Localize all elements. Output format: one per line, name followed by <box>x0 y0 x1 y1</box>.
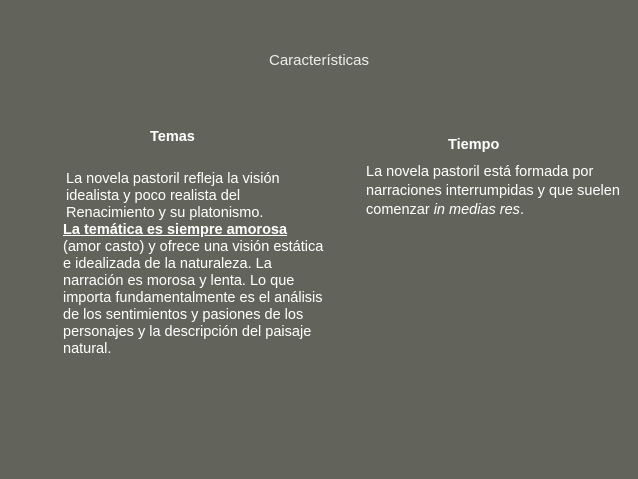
column-heading-tiempo: Tiempo <box>448 137 500 153</box>
temas-emphasis: La temática es siempre amorosa <box>63 222 288 238</box>
column-heading-temas: Temas <box>150 129 195 145</box>
temas-column <box>63 171 325 358</box>
tiempo-end: . <box>519 202 524 218</box>
temas-paragraph-1: La novela pastoril refleja la visión idealista y poco realista del Renacimiento y su platonismo. <box>66 171 280 221</box>
tiempo-text: La novela pastoril está formada por narraciones interrumpidas y que suelen comenzar <box>366 164 620 218</box>
tiempo-italic: in medias res <box>433 202 520 218</box>
temas-paragraph-2-text: (amor casto) y ofrece una visión estática e idealizada de la naturaleza. La narración es morosa y lenta. Lo que importa fundamentalmente es el análisis de los sentimientos y pasiones de los personajes y la descripción del paisaje natural. <box>63 239 324 357</box>
slide-title: Características <box>268 52 370 69</box>
temas-paragraph-2 <box>63 222 325 358</box>
tiempo-column <box>366 163 628 220</box>
